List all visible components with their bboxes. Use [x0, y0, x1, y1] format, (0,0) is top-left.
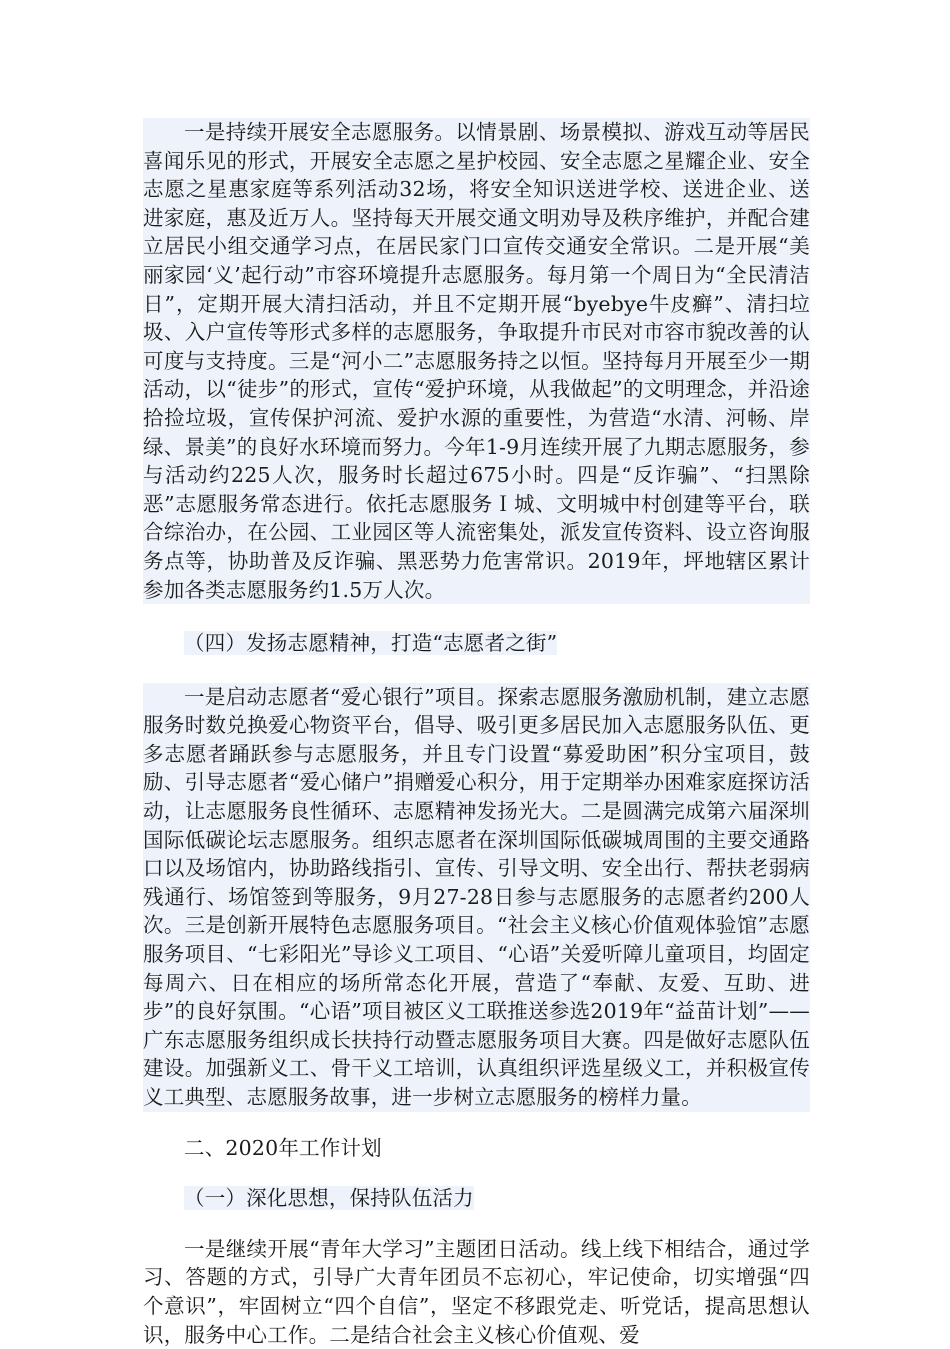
paragraph-spacer: [143, 658, 810, 683]
section-heading-volunteer-street: [143, 629, 810, 658]
document-body: [143, 118, 810, 1349]
paragraph-spacer: [143, 1112, 810, 1134]
paragraph-spacer: [143, 604, 810, 629]
section-heading-text: （四）发扬志愿精神，打造“志愿者之街”: [184, 631, 558, 656]
subsection-heading-text: （一）深化思想，保持队伍活力: [184, 1186, 474, 1211]
paragraph-love-bank-project: 一是启动志愿者“爱心银行”项目。探索志愿服务激励机制，建立志愿服务时数兑换爱心物资平台，倡导、吸引更多居民加入志愿服务队伍、更多志愿者踊跃参与志愿服务，并且专门设置“募爱助困”积分宝项目，鼓励、引导志愿者“爱心储户”捐赠爱心积分，用于定期举办困难家庭探访活动，让志愿服务良性循环、志愿精神发扬光大。二是圆满完成第六届深圳国际低碳论坛志愿服务。组织志愿者在深圳国际低碳城周围的主要交通路口以及场馆内，协助路线指引、宣传、引导文明、安全出行、帮扶老弱病残通行、场馆签到等服务，9月27-28日参与志愿服务的志愿者约200人次。三是创新开展特色志愿服务项目。“社会主义核心价值观体验馆”志愿服务项目、“七彩阳光”导诊义工项目、“心语”关爱听障儿童项目，均固定每周六、日在相应的场所常态化开展，营造了“奉献、友爱、互助、进步”的良好氛围。“心语”项目被区义工联推送参选2019年“益苗计划”——广东志愿服务组织成长扶持行动暨志愿服务项目大赛。四是做好志愿队伍建设。加强新义工、骨干义工培训，认真组织评选星级义工，并积极宣传义工典型、志愿服务故事，进一步树立志愿服务的榜样力量。: [143, 683, 810, 1112]
paragraph-youth-study: 一是继续开展“青年大学习”主题团日活动。线上线下相结合，通过学习、答题的方式，引导广大青年团员不忘初心，牢记使命，切实增强“四个意识”，牢固树立“四个自信”，坚定不移跟党走、听党话，提高思想认识，服务中心工作。二是结合社会主义核心价值观、爱: [143, 1236, 810, 1347]
paragraph-spacer: [143, 1213, 810, 1235]
section-heading-work-plan: 二、2020年工作计划: [184, 1135, 382, 1160]
paragraph-safety-volunteer-service: 一是持续开展安全志愿服务。以情景剧、场景模拟、游戏互动等居民喜闻乐见的形式，开展安全志愿之星护校园、安全志愿之星耀企业、安全志愿之星惠家庭等系列活动32场，将安全知识送进学校、送进企业、送进家庭，惠及近万人。坚持每天开展交通文明劝导及秩序维护，并配合建立居民小组交通学习点，在居民家门口宣传交通安全常识。二是开展“美丽家园‘义’起行动”市容环境提升志愿服务。每月第一个周日为“全民清洁日”，定期开展大清扫活动，并且不定期开展“byebye牛皮癣”、清扫垃圾、入户宣传等形式多样的志愿服务，争取提升市民对市容市貌改善的认可度与支持度。三是“河小二”志愿服务持之以恒。坚持每月开展至少一期活动，以“徒步”的形式，宣传“爱护环境，从我做起”的文明理念，并沿途拾捡垃圾，宣传保护河流、爱护水源的重要性，为营造“水清、河畅、岸绿、景美”的良好水环境而努力。今年1-9月连续开展了九期志愿服务，参与活动约225人次，服务时长超过675小时。四是“反诈骗”、“扫黑除恶”志愿服务常态进行。依托志愿服务Ｉ城、文明城中村创建等平台，联合综治办，在公园、工业园区等人流密集处，派发宣传资料、设立咨询服务点等，协助普及反诈骗、黑恶势力危害常识。2019年，坪地辖区累计参加各类志愿服务约1.5万人次。: [143, 118, 810, 604]
paragraph-spacer: [143, 1162, 810, 1184]
subsection-heading-deepen-thinking: [143, 1184, 810, 1213]
